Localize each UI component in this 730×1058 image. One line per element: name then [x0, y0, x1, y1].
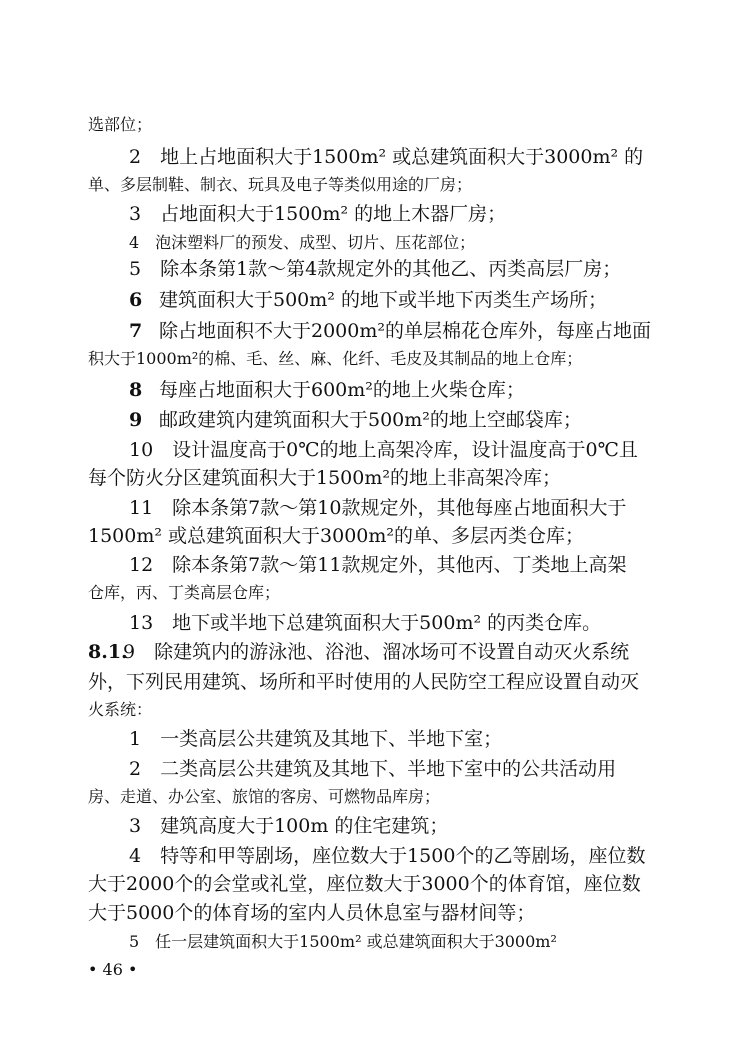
text-line: 11 除本条第7款～第10款规定外，其他每座占地面积大于 [129, 497, 627, 519]
text-line: 大于5000个的体育场的室内人员休息室与器材间等； [88, 902, 536, 924]
text-line: 5 除本条第1款～第4款规定外的其他乙、丙类高层厂房； [129, 258, 622, 280]
text-line: 建筑面积大于500m² 的地下或半地下丙类生产场所； [159, 289, 607, 311]
text-line: 1500m² 或总建筑面积大于3000m²的单、多层丙类仓库； [88, 525, 585, 547]
text-line: 9 除建筑内的游泳池、浴池、溜冰场可不设置自动灭火系统 [123, 641, 630, 663]
text-line: 每座占地面积大于600m²的地上火柴仓库； [159, 379, 525, 401]
text-line: 3 占地面积大于1500m² 的地上木器厂房； [129, 203, 507, 225]
text-line: 10 设计温度高于0℃的地上高架冷库，设计温度高于0℃且 [129, 439, 638, 461]
text-line: 房、走道、办公室、旅馆的客房、可燃物品库房； [88, 787, 441, 806]
text-line: 火系统： [88, 700, 153, 719]
text-line: 2 地上占地面积大于1500m² 或总建筑面积大于3000m² 的 [129, 146, 644, 168]
text-line: 单、多层制鞋、制衣、玩具及电子等类似用途的厂房； [88, 175, 473, 194]
item-number: 6 [129, 289, 143, 311]
text-line: 4 特等和甲等剧场，座位数大于1500个的乙等剧场，座位数 [129, 845, 646, 867]
page-number: • 46 • [88, 960, 138, 979]
text-line: 3 建筑高度大于100m 的住宅建筑； [129, 815, 449, 837]
text-line: 每个防火分区建筑面积大于1500m²的地上非高架冷库； [88, 467, 561, 489]
text-line: 外，下列民用建筑、场所和平时使用的人民防空工程应设置自动灭 [88, 671, 640, 693]
text-line: 2 二类高层公共建筑及其地下、半地下室中的公共活动用 [129, 758, 617, 780]
text-line: 邮政建筑内建筑面积大于500m²的地上空邮袋库； [159, 409, 582, 431]
item-number: 9 [129, 409, 143, 431]
text-line: 1 一类高层公共建筑及其地下、半地下室； [129, 728, 503, 750]
item-number: 7 [129, 320, 143, 342]
clause-number: 8.1. [88, 641, 128, 663]
item-number: 8 [129, 379, 143, 401]
text-line: 5 任一层建筑面积大于1500m² 或总建筑面积大于3000m² [129, 932, 557, 951]
text-line: 4 泡沫塑料厂的预发、成型、切片、压花部位； [129, 233, 476, 252]
text-line: 除占地面积不大于2000m²的单层棉花仓库外，每座占地面 [159, 320, 651, 342]
text-line: 仓库，丙、丁类高层仓库； [88, 583, 281, 602]
text-line: 13 地下或半地下总建筑面积大于500m² 的丙类仓库。 [129, 612, 602, 634]
text-line: 12 除本条第7款～第11款规定外，其他丙、丁类地上高架 [129, 554, 627, 576]
text-line: 积大于1000m²的棉、毛、丝、麻、化纤、毛皮及其制品的地上仓库； [88, 349, 583, 368]
text-line: 选部位； [88, 115, 153, 134]
text-line: 大于2000个的会堂或礼堂，座位数大于3000个的体育馆，座位数 [88, 873, 641, 895]
